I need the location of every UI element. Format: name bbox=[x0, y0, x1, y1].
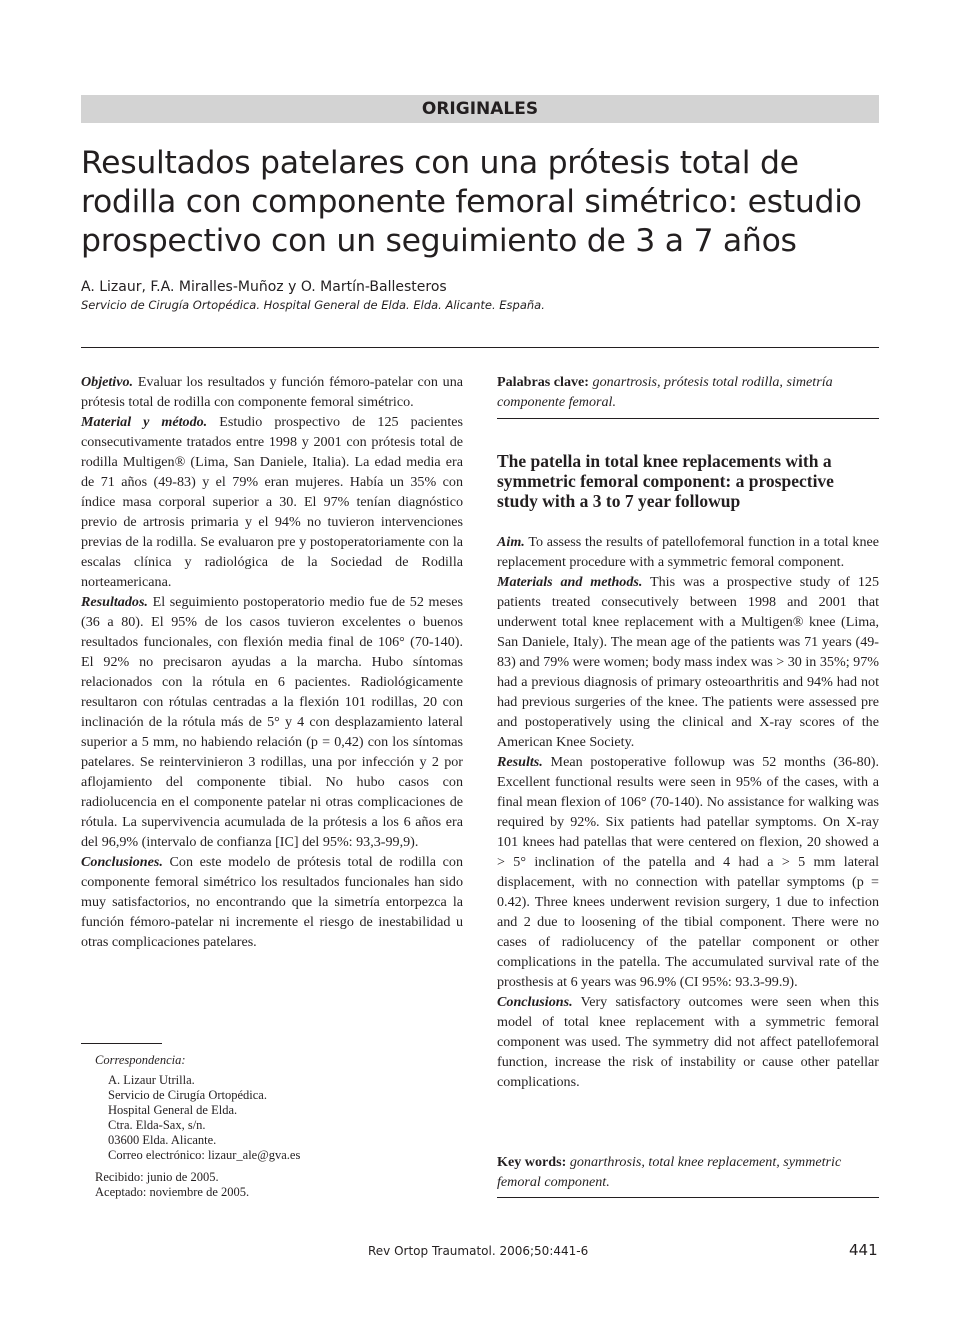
abstract-english bbox=[497, 532, 879, 1092]
methods-text: This was a prospective study of 125 patients treated consecutively between 1998 and 2001 that underwent total knee replacement with a Multigen® knee (Lima, San Daniele, Italy). The mean age of the patients was 71 years (49-83) and 79% were women; body mass index was > 30 in 35%; 97% had a previous diagnosis of primary osteoarthritis and 94% had not had previous surgeries of the knee. The patients were assessed pre and postoperatively using the clinical and X-ray scores of the American Knee Society. bbox=[497, 574, 879, 750]
conclusions-label: Conclusions. bbox=[497, 994, 573, 1010]
conclusions-text: Very satisfactory outcomes were seen when this model of total knee replacement with a symmetric femoral component was used. The symmetry did not affect patellofemoral function, increase the risk of instability or cause other patellar complications. bbox=[497, 994, 879, 1090]
abstract-objetivo bbox=[81, 372, 463, 412]
material-label: Material y método. bbox=[81, 414, 208, 430]
correspondence-email: Correo electrónico: lizaur_ale@gva.es bbox=[108, 1148, 301, 1162]
resultados-text: El seguimiento postoperatorio medio fue de 52 meses (36 a 80). El 95% de los casos tuvieron excelentes o buenos resultados funcionales, con flexión media final de 106° (70-140). El 92% no precisaron ayudas a la marcha. Hubo síntomas relacionados con la rótula en 6 pacientes. Radiológicamente resultaron con rótulas centradas a la flexión 101 rodillas, 20 con inclinación de la rótula más de 5° y 4 con desplazamiento lateral superior a 5 mm, no habiendo relación (p = 0,42) con los síntomas patelares. Se reintervinieron 3 rodillas, una por infección y 2 por aflojamiento del componente tibial. No hubo casos con radiolucencia en el componente patelar ni otras complicaciones de rótula. La supervivencia acumulada de la prótesis a los 6 años era del 96,9% (intervalo de confianza [IC] del 95%: 93,3-99,9). bbox=[81, 594, 463, 850]
material-text: Estudio prospectivo de 125 pacientes consecutivamente tratados entre 1998 y 2001 con prótesis total de rodilla Multigen® (Lima, San Daniele, Italia). La edad media era de 71 años (49-83) y el 79% eran mujeres. Había un 35% con índice masa corporal superior a 30. El 97% tenían diagnóstico previo de artrosis primaria y el 94% no tuvieron intervenciones previas de la rodilla. Se evaluaron pre y postoperatoriamente con la escalas clínica y radiológica de la Sociedad de Rodilla norteamericana. bbox=[81, 414, 463, 590]
results-text: Mean postoperative followup was 52 months (36-80). Excellent functional results were seen in 95% of the cases, with a final mean flexion of 106° (70-140). No assistance for walking was required by 92%. Six patients had patellar symptoms. On X-ray 101 knees had patellas that were centered on flexion, 20 showed a > 5° inclination of the patella and 4 had a > 5 mm lateral displacement, with no connection with patellar symptoms (p = 0.42). Three knees underwent revision surgery, 1 due to infection and 2 due to loosening of the tibial component. There were no cases of radiolucency of the patellar component or other complications in the patella. The accumulated survival rate of the prosthesis at 6 years was 96.9% (CI 95%: 93.3-99.9). bbox=[497, 754, 879, 990]
english-title: The patella in total knee replacements with a symmetric femoral component: a prospective study with a 3 to 7 year followup bbox=[497, 451, 834, 511]
abstract-spanish bbox=[81, 372, 463, 952]
palabras-clave bbox=[497, 372, 879, 412]
correspondence-line: 03600 Elda. Alicante. bbox=[108, 1133, 217, 1147]
affiliation: Servicio de Cirugía Ortopédica. Hospital General de Elda. Elda. Alicante. España. bbox=[81, 298, 545, 312]
correspondence-line: Servicio de Cirugía Ortopédica. bbox=[108, 1088, 267, 1102]
key-words bbox=[497, 1152, 879, 1192]
key-words-value: gonarthrosis, total knee replacement, symmetric femoral component. bbox=[497, 1154, 842, 1190]
abstract-conclusions bbox=[497, 992, 879, 1092]
conclusiones-label: Conclusiones. bbox=[81, 854, 163, 870]
dates bbox=[95, 1170, 249, 1200]
results-label: Results. bbox=[497, 754, 543, 770]
abstract-methods bbox=[497, 572, 879, 752]
abstract-aim bbox=[497, 532, 879, 572]
divider bbox=[497, 418, 879, 419]
correspondence-address bbox=[108, 1073, 300, 1163]
accepted-date: Aceptado: noviembre de 2005. bbox=[95, 1185, 250, 1199]
correspondence-line: A. Lizaur Utrilla. bbox=[108, 1073, 195, 1087]
aim-text: To assess the results of patellofemoral function in a total knee replacement procedure with a symmetric femoral component. bbox=[497, 534, 879, 570]
methods-label: Materials and methods. bbox=[497, 574, 643, 590]
correspondence-label: Correspondencia: bbox=[95, 1053, 186, 1067]
received-date: Recibido: junio de 2005. bbox=[95, 1170, 219, 1184]
abstract-material bbox=[81, 412, 463, 592]
authors: A. Lizaur, F.A. Miralles-Muñoz y O. Martín-Ballesteros bbox=[81, 279, 447, 295]
aim-label: Aim. bbox=[497, 534, 525, 550]
palabras-clave-value: gonartrosis, prótesis total rodilla, simetría componente femoral. bbox=[497, 374, 833, 410]
correspondence-line: Ctra. Elda-Sax, s/n. bbox=[108, 1118, 206, 1132]
resultados-label: Resultados. bbox=[81, 594, 148, 610]
correspondence-line: Hospital General de Elda. bbox=[108, 1103, 238, 1117]
palabras-clave-label: Palabras clave: bbox=[497, 374, 589, 390]
section-label: ORIGINALES bbox=[421, 99, 539, 119]
article-title: Resultados patelares con una prótesis total de rodilla con componente femoral simétrico: estudio prospectivo con un seguimiento de 3 a 7 años bbox=[81, 145, 862, 259]
objetivo-label: Objetivo. bbox=[81, 374, 134, 390]
footnote-divider bbox=[81, 1043, 162, 1044]
divider bbox=[497, 1197, 879, 1198]
abstract-results bbox=[497, 752, 879, 992]
journal-reference: Rev Ortop Traumatol. 2006;50:441-6 bbox=[368, 1244, 589, 1258]
abstract-resultados bbox=[81, 592, 463, 852]
divider bbox=[81, 347, 879, 348]
objetivo-text: Evaluar los resultados y función fémoro-patelar con una prótesis total de rodilla con componente femoral simétrico. bbox=[81, 374, 463, 410]
abstract-conclusiones bbox=[81, 852, 463, 952]
conclusiones-text: Con este modelo de prótesis total de rodilla con componente femoral simétrico los resultados funcionales han sido muy satisfactorios, no encontrando que la simetría entorpezca la función fémoro-patelar ni incremente el riesgo de inestabilidad u otras complicaciones patelares. bbox=[81, 854, 463, 950]
section-header bbox=[81, 95, 879, 123]
page-number: 441 bbox=[849, 1241, 878, 1259]
key-words-label: Key words: bbox=[497, 1154, 567, 1170]
